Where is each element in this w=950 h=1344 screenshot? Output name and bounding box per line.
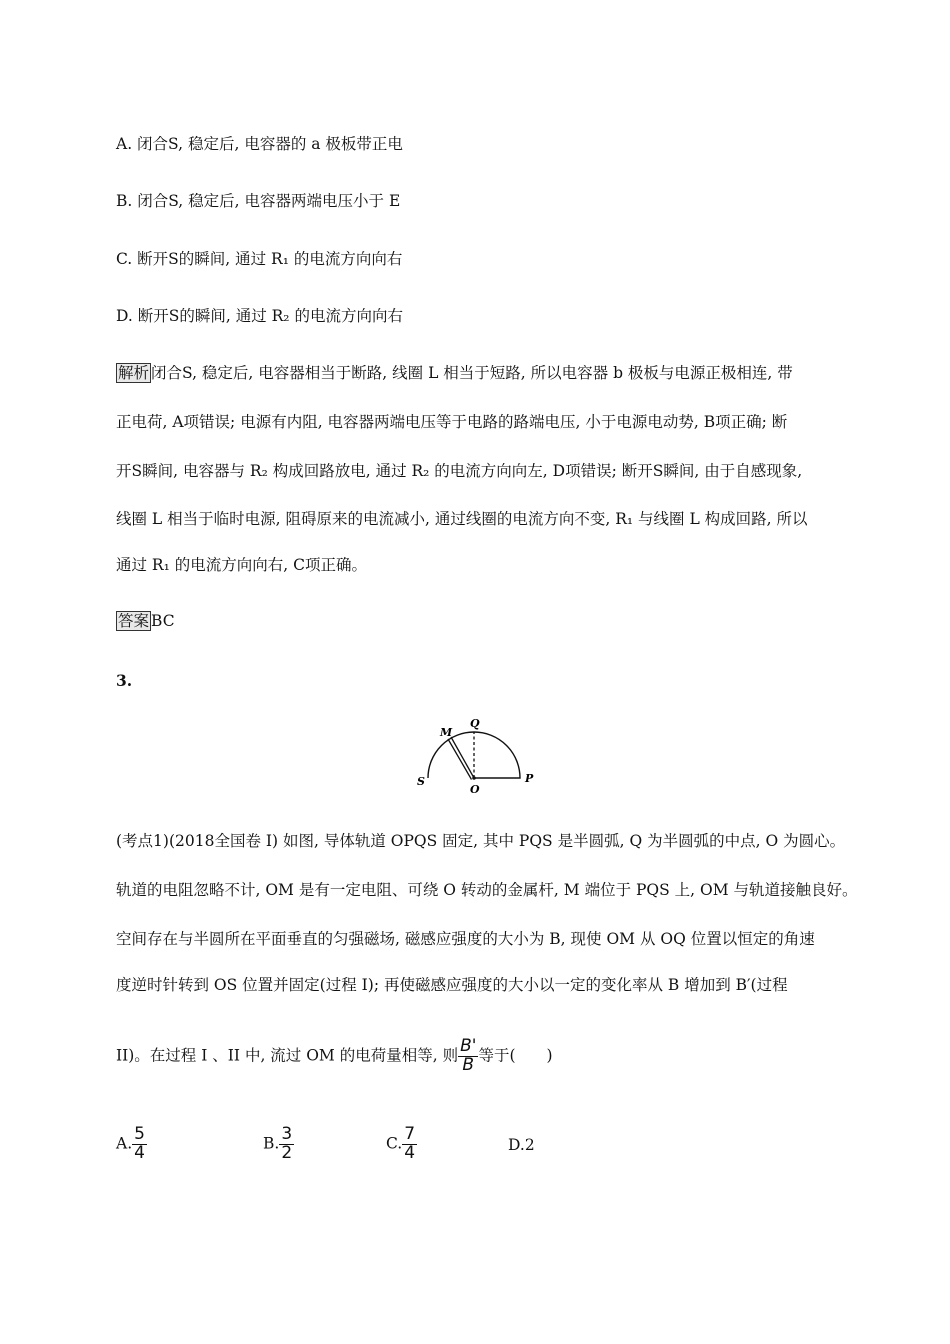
answer-option-d <box>508 1136 535 1154</box>
pivot-o <box>472 776 476 780</box>
option-b-den: 2 <box>281 1142 293 1163</box>
fraction-numerator: B' <box>460 1036 477 1056</box>
label-p: P <box>525 772 534 785</box>
option-a-num: 5 <box>134 1124 145 1144</box>
label-q: Q <box>470 718 480 730</box>
analysis-line-1 <box>116 361 793 383</box>
option-d: D. 断开S的瞬间, 通过 R₂ 的电流方向向右 <box>116 307 403 325</box>
option-d-value: 2 <box>524 1136 535 1154</box>
question-number: 3. <box>116 671 133 690</box>
label-o: O <box>470 783 480 796</box>
option-d-letter: D. <box>508 1136 525 1154</box>
question-line-3: 空间存在与半圆所在平面垂直的匀强磁场, 磁感应强度的大小为 B, 现使 OM 从 OQ 位置以恒定的角速 <box>116 930 815 948</box>
question-line-5-prefix: II)。在过程 I 、II 中, 流过 OM 的电荷量相等, 则 <box>116 1046 459 1065</box>
option-b-fraction <box>279 1126 294 1163</box>
rod-om-edge-1 <box>451 737 474 778</box>
answer-option-b <box>263 1126 294 1163</box>
label-s: S <box>417 775 425 788</box>
option-b-letter: B. <box>263 1134 280 1153</box>
question-line-1: (考点1)(2018全国卷 I) 如图, 导体轨道 OPQS 固定, 其中 PQS 是半圆弧, Q 为半圆弧的中点, O 为圆心。 <box>116 832 846 850</box>
option-c: C. 断开S的瞬间, 通过 R₁ 的电流方向向右 <box>116 250 403 268</box>
question-line-4: 度逆时针转到 OS 位置并固定(过程 I); 再使磁感应强度的大小以一定的变化率从 B 增加到 B′(过程 <box>116 976 788 994</box>
answer-option-c <box>386 1126 417 1163</box>
fraction-denominator: B <box>462 1054 475 1075</box>
option-c-den: 4 <box>404 1142 416 1163</box>
label-m: M <box>440 726 453 739</box>
analysis-label: 解析 <box>118 364 150 382</box>
question-line-2: 轨道的电阻忽略不计, OM 是有一定电阻、可绕 O 转动的金属杆, M 端位于 PQS 上, OM 与轨道接触良好。 <box>116 881 858 899</box>
option-a-den: 4 <box>134 1142 145 1163</box>
answer-value: BC <box>151 612 175 630</box>
option-b-num: 3 <box>281 1124 293 1144</box>
answer-label: 答案 <box>118 612 150 630</box>
semicircle-track-figure <box>410 718 550 800</box>
option-c-fraction <box>402 1126 417 1163</box>
option-a-fraction <box>132 1126 147 1163</box>
analysis-line-3: 开S瞬间, 电容器与 R₂ 构成回路放电, 通过 R₂ 的电流方向向左, D项错误; 断开S瞬间, 由于自感现象, <box>116 462 803 480</box>
answer-option-a <box>116 1126 147 1163</box>
option-c-letter: C. <box>386 1134 403 1153</box>
analysis-line-5: 通过 R₁ 的电流方向向右, C项正确。 <box>116 556 367 574</box>
rod-om-edge-2 <box>448 739 472 780</box>
analysis-text: 闭合S, 稳定后, 电容器相当于断路, 线圈 L 相当于短路, 所以电容器 b 极板与电源正极相连, 带 <box>151 364 793 382</box>
question-line-5-suffix: 等于( ) <box>478 1046 553 1065</box>
fraction-b-prime-over-b <box>458 1038 478 1075</box>
analysis-line-4: 线圈 L 相当于临时电源, 阻碍原来的电流减小, 通过线圈的电流方向不变, R₁ 与线圈 L 构成回路, 所以 <box>116 510 808 528</box>
option-b: B. 闭合S, 稳定后, 电容器两端电压小于 E <box>116 192 401 210</box>
answer-line <box>116 609 175 631</box>
option-a: A. 闭合S, 稳定后, 电容器的 a 极板带正电 <box>116 135 403 153</box>
analysis-line-2: 正电荷, A项错误; 电源有内阻, 电容器两端电压等于电路的路端电压, 小于电源电动势, B项正确; 断 <box>116 413 788 431</box>
option-c-num: 7 <box>404 1124 416 1144</box>
question-line-5 <box>116 1038 553 1075</box>
option-a-letter: A. <box>116 1134 133 1153</box>
